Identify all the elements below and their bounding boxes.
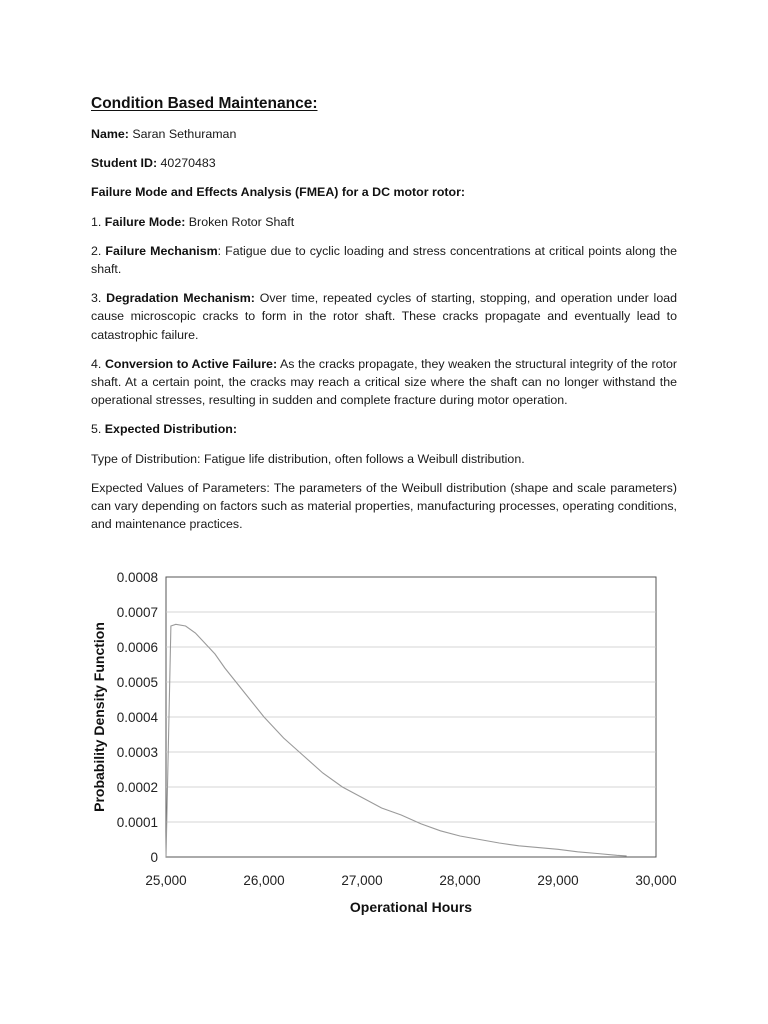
y-tick-label: 0 — [150, 850, 158, 865]
x-tick-label: 28,000 — [439, 873, 481, 888]
student-id-value: 40270483 — [160, 156, 216, 171]
weibull-pdf-chart — [86, 562, 686, 922]
item-expected-distribution: 5. Expected Distribution: — [91, 422, 237, 437]
y-axis-label: Probability Density Function — [91, 622, 107, 812]
y-tick-label: 0.0006 — [116, 640, 158, 655]
x-tick-labels — [145, 873, 676, 888]
y-tick-label: 0.0008 — [116, 570, 158, 585]
y-tick-labels — [117, 570, 159, 865]
name-line — [91, 125, 677, 143]
chart-svg — [86, 562, 686, 922]
x-tick-label: 29,000 — [537, 873, 579, 888]
x-tick-label: 30,000 — [635, 873, 677, 888]
name-value: Saran Sethuraman — [132, 127, 237, 141]
x-tick-label: 27,000 — [341, 873, 383, 888]
x-axis-label: Operational Hours — [349, 899, 473, 915]
x-tick-label: 26,000 — [243, 873, 285, 888]
y-tick-label: 0.0002 — [116, 780, 158, 795]
name-label: Name: — [91, 127, 129, 141]
document-body — [91, 94, 677, 544]
expected-values-paragraph: Expected Values of Parameters: The parameters of the Weibull distribution (shape and scale parameters) can vary depending on factors such as material properties, manufacturing processes, operating conditions, and maintenance practices. — [91, 480, 677, 532]
item-degradation-mechanism: 3. Degradation Mechanism: Over time, repeated cycles of starting, stopping, and operation under load cause microscopic cracks to form in the rotor shaft. These cracks propagate and eventually lead to catastrophic failure. — [91, 291, 677, 342]
y-tick-label: 0.0004 — [116, 710, 158, 725]
item-failure-mechanism: 2. Failure Mechanism: Fatigue due to cyclic loading and stress concentrations at critical points along the shaft. — [91, 243, 677, 277]
x-tick-label: 25,000 — [145, 873, 187, 888]
type-of-distribution: Type of Distribution: Fatigue life distribution, often follows a Weibull distribution. — [91, 451, 525, 466]
y-tick-label: 0.0005 — [116, 675, 158, 690]
y-tick-label: 0.0003 — [116, 745, 158, 760]
item-failure-mode: 1. Failure Mode: Broken Rotor Shaft — [91, 214, 295, 229]
y-tick-label: 0.0007 — [116, 605, 158, 620]
fmea-heading: Failure Mode and Effects Analysis (FMEA) for a DC motor rotor: — [91, 185, 466, 200]
item-conversion-active-failure: 4. Conversion to Active Failure: As the cracks propagate, they weaken the structural integrity of the rotor shaft. At a certain point, the cracks may reach a critical size where the shaft can no longer withstand the operational stresses, resulting in sudden and complete fracture during motor operation. — [91, 356, 678, 408]
student-id-label: Student ID: — [91, 156, 158, 171]
student-id-line — [91, 154, 677, 172]
y-tick-label: 0.0001 — [116, 815, 158, 830]
page-title: Condition Based Maintenance: — [91, 95, 318, 112]
